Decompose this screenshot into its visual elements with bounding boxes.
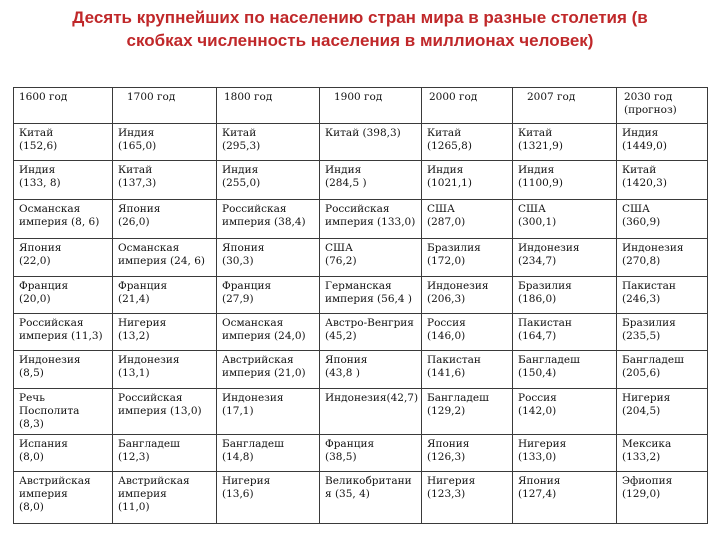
cell-text: Индия: [325, 164, 362, 176]
header-cell-text: (прогноз): [624, 104, 677, 116]
header-cell: [320, 88, 422, 124]
header-cell-text: 1800 год: [224, 91, 273, 103]
cell-text: Япония: [325, 354, 368, 366]
header-cell-text: 2007 год: [527, 91, 576, 103]
cell-text: (152,6): [19, 140, 58, 152]
cell-text: (255,0): [222, 177, 261, 189]
cell-text: Бангладеш: [427, 392, 489, 404]
cell-text: (127,4): [518, 488, 557, 500]
cell-text: (14,8): [222, 451, 254, 463]
population-table: [13, 87, 708, 524]
cell-text: (164,7): [518, 330, 557, 342]
cell-text: Османская: [19, 203, 81, 215]
cell-text: (165,0): [118, 140, 157, 152]
cell-text: (26,0): [118, 216, 150, 228]
table-cell: [113, 389, 217, 435]
table-row: [14, 239, 708, 277]
cell-text: Франция: [118, 280, 168, 292]
cell-text: Япония: [19, 242, 62, 254]
table-cell: [513, 435, 617, 472]
table-cell: [113, 239, 217, 277]
cell-text: Индия: [118, 127, 155, 139]
cell-text: империя: [19, 488, 68, 500]
header-cell-text: 1700 год: [127, 91, 176, 103]
cell-text: (20,0): [19, 293, 51, 305]
table-header-row: [14, 88, 708, 124]
cell-text: (129,0): [622, 488, 661, 500]
title-line-1: Десять крупнейших по населению стран мира в разные столетия (в: [72, 8, 648, 27]
header-cell-text: 1900 год: [334, 91, 383, 103]
cell-text: (206,3): [427, 293, 466, 305]
table-cell: [14, 435, 113, 472]
header-cell: [14, 88, 113, 124]
cell-text: империя (13,0): [118, 405, 202, 417]
cell-text: Австрийская: [19, 475, 91, 487]
cell-text: Индонезия: [622, 242, 684, 254]
table-cell: [513, 239, 617, 277]
cell-text: империя (38,4): [222, 216, 306, 228]
table-cell: [320, 351, 422, 389]
table-cell: [14, 239, 113, 277]
table-row: [14, 200, 708, 239]
cell-text: Речь: [19, 392, 45, 404]
cell-text: (137,3): [118, 177, 157, 189]
cell-text: Пакистан: [622, 280, 676, 292]
table-cell: [217, 472, 320, 524]
cell-text: Индия: [427, 164, 464, 176]
cell-text: империя (8, 6): [19, 216, 100, 228]
table-row: [14, 435, 708, 472]
table-cell: [320, 472, 422, 524]
table-cell: [14, 472, 113, 524]
table-cell: [513, 277, 617, 314]
cell-text: (17,1): [222, 405, 254, 417]
table-cell: [422, 389, 513, 435]
cell-text: Эфиопия: [622, 475, 673, 487]
table-row: [14, 389, 708, 435]
cell-text: Индия: [19, 164, 56, 176]
table-cell: [14, 124, 113, 161]
cell-text: США: [518, 203, 546, 215]
cell-text: (129,2): [427, 405, 466, 417]
cell-text: Нигерия: [118, 317, 167, 329]
cell-text: Индия: [222, 164, 259, 176]
cell-text: Япония: [118, 203, 161, 215]
cell-text: (133,0): [518, 451, 557, 463]
cell-text: (1265,8): [427, 140, 472, 152]
cell-text: (287,0): [427, 216, 466, 228]
table-row: [14, 314, 708, 351]
cell-text: (246,3): [622, 293, 661, 305]
table-cell: [217, 314, 320, 351]
table-cell: [320, 314, 422, 351]
cell-text: (13,2): [118, 330, 150, 342]
cell-text: Индонезия: [427, 280, 489, 292]
cell-text: Бангладеш: [518, 354, 580, 366]
cell-text: империя (11,3): [19, 330, 103, 342]
header-cell: [617, 88, 708, 124]
cell-text: Франция: [325, 438, 375, 450]
cell-text: (11,0): [118, 501, 150, 513]
table-cell: [422, 435, 513, 472]
table-row: [14, 161, 708, 200]
cell-text: Австрийская: [222, 354, 294, 366]
cell-text: Индонезия: [19, 354, 81, 366]
cell-text: Бангладеш: [622, 354, 684, 366]
cell-text: Османская: [222, 317, 284, 329]
cell-text: Нигерия: [427, 475, 476, 487]
cell-text: Великобритани: [325, 475, 412, 487]
cell-text: Индонезия: [222, 392, 284, 404]
table-row: [14, 277, 708, 314]
table-cell: [113, 472, 217, 524]
table-cell: [14, 314, 113, 351]
cell-text: США: [622, 203, 650, 215]
cell-text: (43,8 ): [325, 367, 360, 379]
table-cell: [422, 314, 513, 351]
cell-text: (150,4): [518, 367, 557, 379]
cell-text: (123,3): [427, 488, 466, 500]
table-cell: [617, 389, 708, 435]
cell-text: (1021,1): [427, 177, 472, 189]
table-cell: [617, 472, 708, 524]
cell-text: Российская: [222, 203, 287, 215]
cell-text: Российская: [118, 392, 183, 404]
cell-text: (45,2): [325, 330, 357, 342]
title-line-2: скобках численность населения в миллионах человек): [126, 31, 594, 50]
page-title: [0, 6, 720, 52]
cell-text: империя: [118, 488, 167, 500]
cell-text: Индонезия(42,7): [325, 392, 419, 404]
cell-text: (1449,0): [622, 140, 667, 152]
table-cell: [422, 124, 513, 161]
table-cell: [320, 239, 422, 277]
cell-text: Китай: [518, 127, 553, 139]
table-cell: [217, 161, 320, 200]
cell-text: Китай: [19, 127, 54, 139]
table-cell: [320, 277, 422, 314]
header-cell-text: 2030 год: [624, 91, 673, 103]
cell-text: империя (24, 6): [118, 255, 205, 267]
cell-text: (146,0): [427, 330, 466, 342]
cell-text: (1321,9): [518, 140, 563, 152]
table-cell: [113, 124, 217, 161]
table-cell: [14, 277, 113, 314]
cell-text: Нигерия: [222, 475, 271, 487]
cell-text: (141,6): [427, 367, 466, 379]
table-cell: [513, 389, 617, 435]
cell-text: Австро-Венгрия: [325, 317, 414, 329]
cell-text: империя (56,4 ): [325, 293, 412, 305]
cell-text: (76,2): [325, 255, 357, 267]
table-cell: [513, 200, 617, 239]
cell-text: Индонезия: [118, 354, 180, 366]
cell-text: (38,5): [325, 451, 357, 463]
cell-text: Бангладеш: [222, 438, 284, 450]
cell-text: (27,9): [222, 293, 254, 305]
cell-text: (133,2): [622, 451, 661, 463]
cell-text: Япония: [427, 438, 470, 450]
cell-text: (1420,3): [622, 177, 667, 189]
table-cell: [617, 435, 708, 472]
table-cell: [617, 161, 708, 200]
cell-text: (360,9): [622, 216, 661, 228]
table-cell: [217, 200, 320, 239]
cell-text: (300,1): [518, 216, 557, 228]
cell-text: Франция: [222, 280, 272, 292]
cell-text: империя (21,0): [222, 367, 306, 379]
cell-text: Нигерия: [518, 438, 567, 450]
cell-text: Бразилия: [427, 242, 481, 254]
cell-text: (142,0): [518, 405, 557, 417]
header-cell: [113, 88, 217, 124]
cell-text: (8,5): [19, 367, 44, 379]
cell-text: (234,7): [518, 255, 557, 267]
table-cell: [14, 389, 113, 435]
cell-text: Мексика: [622, 438, 672, 450]
cell-text: Франция: [19, 280, 69, 292]
table-cell: [422, 277, 513, 314]
cell-text: Япония: [518, 475, 561, 487]
table-cell: [113, 161, 217, 200]
table-cell: [14, 161, 113, 200]
cell-text: (12,3): [118, 451, 150, 463]
cell-text: Пакистан: [427, 354, 481, 366]
table-cell: [617, 239, 708, 277]
table-cell: [617, 124, 708, 161]
cell-text: я (35, 4): [325, 488, 370, 500]
cell-text: (172,0): [427, 255, 466, 267]
table-cell: [217, 239, 320, 277]
table-cell: [422, 161, 513, 200]
cell-text: (1100,9): [518, 177, 563, 189]
table-cell: [217, 124, 320, 161]
header-cell: [513, 88, 617, 124]
table-cell: [217, 389, 320, 435]
cell-text: (270,8): [622, 255, 661, 267]
table-cell: [320, 124, 422, 161]
cell-text: (8,0): [19, 451, 44, 463]
cell-text: (295,3): [222, 140, 261, 152]
table-cell: [513, 314, 617, 351]
cell-text: (13,1): [118, 367, 150, 379]
cell-text: Испания: [19, 438, 68, 450]
table-cell: [513, 472, 617, 524]
cell-text: (284,5 ): [325, 177, 367, 189]
table-cell: [14, 200, 113, 239]
cell-text: Пакистан: [518, 317, 572, 329]
cell-text: Нигерия: [622, 392, 671, 404]
cell-text: (30,3): [222, 255, 254, 267]
cell-text: (13,6): [222, 488, 254, 500]
table-cell: [617, 277, 708, 314]
cell-text: (133, 8): [19, 177, 61, 189]
cell-text: Бразилия: [518, 280, 572, 292]
table-cell: [617, 351, 708, 389]
table-row: [14, 351, 708, 389]
cell-text: Китай: [427, 127, 462, 139]
cell-text: (8,0): [19, 501, 44, 513]
table-row: [14, 472, 708, 524]
table-cell: [422, 351, 513, 389]
table-cell: [320, 200, 422, 239]
cell-text: (204,5): [622, 405, 661, 417]
table-cell: [113, 435, 217, 472]
table-cell: [113, 314, 217, 351]
cell-text: Индия: [622, 127, 659, 139]
cell-text: Индия: [518, 164, 555, 176]
cell-text: Российская: [19, 317, 84, 329]
table-cell: [113, 351, 217, 389]
cell-text: Османская: [118, 242, 180, 254]
table-cell: [422, 472, 513, 524]
cell-text: США: [325, 242, 353, 254]
cell-text: Германская: [325, 280, 392, 292]
cell-text: (21,4): [118, 293, 150, 305]
cell-text: Российская: [325, 203, 390, 215]
cell-text: Китай: [622, 164, 657, 176]
table-cell: [320, 435, 422, 472]
cell-text: Австрийская: [118, 475, 190, 487]
cell-text: Бразилия: [622, 317, 676, 329]
table-cell: [217, 351, 320, 389]
cell-text: (205,6): [622, 367, 661, 379]
cell-text: Бангладеш: [118, 438, 180, 450]
cell-text: (126,3): [427, 451, 466, 463]
cell-text: (8,3): [19, 418, 44, 430]
table-cell: [217, 277, 320, 314]
table-cell: [513, 351, 617, 389]
cell-text: Китай (398,3): [325, 127, 401, 139]
table-cell: [113, 277, 217, 314]
header-cell-text: 1600 год: [19, 91, 68, 103]
table-cell: [14, 351, 113, 389]
cell-text: Россия: [427, 317, 466, 329]
cell-text: США: [427, 203, 455, 215]
cell-text: (22,0): [19, 255, 51, 267]
table-cell: [513, 161, 617, 200]
cell-text: империя (24,0): [222, 330, 306, 342]
table-cell: [617, 314, 708, 351]
table-cell: [617, 200, 708, 239]
table-cell: [113, 200, 217, 239]
cell-text: (235,5): [622, 330, 661, 342]
header-cell: [422, 88, 513, 124]
cell-text: Россия: [518, 392, 557, 404]
cell-text: (186,0): [518, 293, 557, 305]
cell-text: империя (133,0): [325, 216, 416, 228]
header-cell-text: 2000 год: [429, 91, 478, 103]
table-cell: [422, 239, 513, 277]
table-cell: [513, 124, 617, 161]
cell-text: Посполита: [19, 405, 80, 417]
cell-text: Китай: [118, 164, 153, 176]
table-cell: [422, 200, 513, 239]
cell-text: Индонезия: [518, 242, 580, 254]
table-cell: [217, 435, 320, 472]
table-cell: [320, 389, 422, 435]
table-body: [14, 88, 708, 524]
table-row: [14, 124, 708, 161]
cell-text: Китай: [222, 127, 257, 139]
table-cell: [320, 161, 422, 200]
header-cell: [217, 88, 320, 124]
cell-text: Япония: [222, 242, 265, 254]
